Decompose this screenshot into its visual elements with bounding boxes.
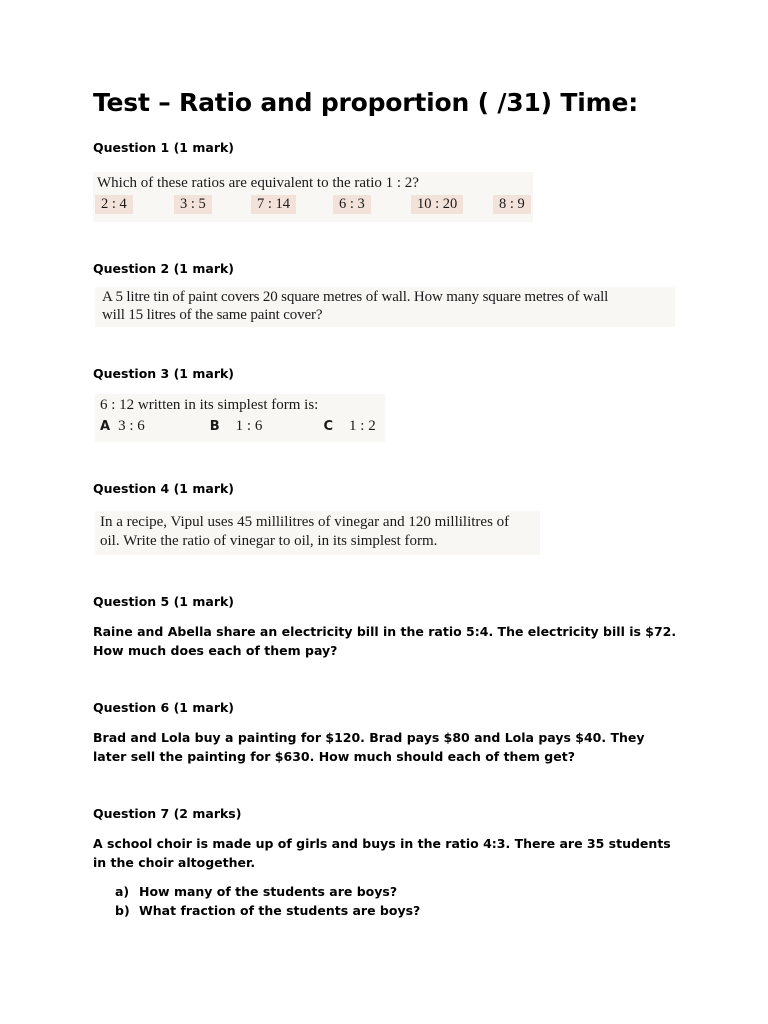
q3-choice-b: B 1 : 6 — [209, 418, 263, 434]
question-7-parts — [115, 882, 420, 920]
q1-option: 3 : 5 — [174, 195, 212, 214]
question-5-text: Raine and Abella share an electricity bill in the ratio 5:4. The electricity bill is $72. How much does each of them pay? — [93, 624, 677, 658]
list-item-text: How many of the students are boys? — [139, 884, 398, 899]
list-marker: a) — [115, 884, 130, 899]
question-2-line-1: A 5 litre tin of paint covers 20 square metres of wall. How many square metres of wall — [102, 289, 609, 305]
q3-choice-a: A 3 : 6 — [100, 418, 145, 434]
question-7-text: A school choir is made up of girls and buys in the ratio 4:3. There are 35 students in the choir altogether. — [93, 836, 671, 870]
question-6-heading: Question 6 (1 mark) — [93, 700, 235, 715]
question-7-heading: Question 7 (2 marks) — [93, 806, 242, 821]
question-1-heading: Question 1 (1 mark) — [93, 140, 235, 155]
question-4-line-2: oil. Write the ratio of vinegar to oil, in its simplest form. — [100, 533, 438, 549]
q1-option: 2 : 4 — [95, 195, 133, 214]
question-2-scan — [95, 287, 675, 327]
question-3-choices — [100, 418, 376, 435]
list-item — [115, 882, 420, 901]
question-5-heading: Question 5 (1 mark) — [93, 594, 235, 609]
question-1-prompt: Which of these ratios are equivalent to the ratio 1 : 2? — [97, 175, 419, 191]
question-3-heading: Question 3 (1 mark) — [93, 366, 235, 381]
list-marker: b) — [115, 903, 130, 918]
list-item — [115, 901, 420, 920]
q1-option: 8 : 9 — [493, 195, 531, 214]
question-6-text: Brad and Lola buy a painting for $120. Brad pays $80 and Lola pays $40. They later sell the painting for $630. How much should each of them get? — [93, 730, 645, 764]
question-2-heading: Question 2 (1 mark) — [93, 261, 235, 276]
question-3-scan — [95, 394, 385, 442]
q3-choice-c: C 1 : 2 — [323, 418, 376, 434]
q1-option: 10 : 20 — [411, 195, 463, 214]
question-3-prompt: 6 : 12 written in its simplest form is: — [100, 397, 319, 413]
question-2-line-2: will 15 litres of the same paint cover? — [102, 307, 323, 323]
list-item-text: What fraction of the students are boys? — [139, 903, 421, 918]
question-4-scan — [95, 511, 540, 555]
q1-option: 7 : 14 — [251, 195, 296, 214]
question-1-scan — [93, 172, 533, 222]
question-4-line-1: In a recipe, Vipul uses 45 millilitres of vinegar and 120 millilitres of — [100, 514, 510, 530]
question-4-heading: Question 4 (1 mark) — [93, 481, 235, 496]
page-title: Test – Ratio and proportion ( /31) Time: — [93, 88, 639, 117]
q1-option: 6 : 3 — [333, 195, 371, 214]
